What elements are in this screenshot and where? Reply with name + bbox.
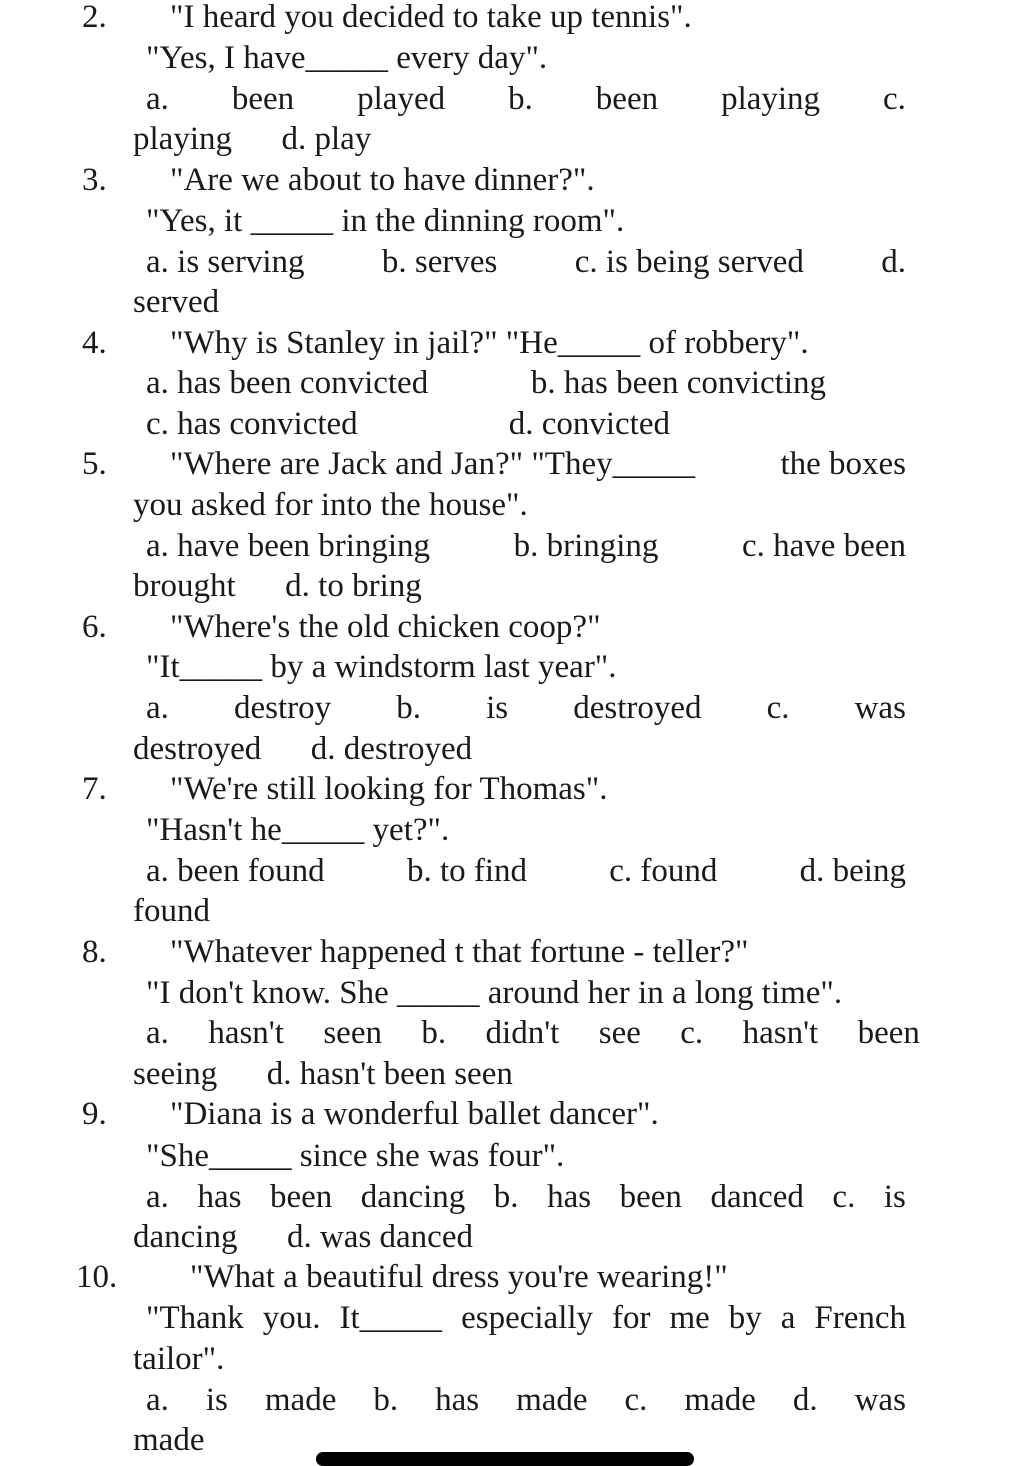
word: you.: [262, 1300, 321, 1336]
word: has: [197, 1179, 242, 1215]
word: by: [728, 1300, 762, 1336]
question-number: 2.: [82, 0, 107, 35]
question-line: [146, 1298, 906, 1338]
word: b.: [493, 1179, 519, 1215]
word: seen: [323, 1015, 382, 1051]
word: b.: [508, 81, 533, 117]
answer-options-line: [146, 1380, 906, 1420]
word: c.: [883, 81, 906, 117]
question-line: "It_____ by a windstorm last year".: [146, 649, 617, 685]
word: French: [814, 1300, 906, 1336]
word: been: [595, 81, 659, 117]
word: d.: [792, 1382, 818, 1418]
answer-options-line: [146, 404, 670, 444]
answer-line: playing d. play: [133, 121, 372, 157]
word: a. have been bringing: [146, 528, 431, 564]
question-line: "She_____ since she was four".: [146, 1138, 565, 1174]
word: "Where are Jack and Jan?" "They_____: [170, 446, 696, 482]
word: didn't: [485, 1015, 560, 1051]
word: is: [486, 690, 509, 726]
word: played: [357, 81, 446, 117]
question-number: 9.: [82, 1096, 107, 1132]
question-number: 5.: [82, 446, 107, 482]
question-line: "Are we about to have dinner?".: [170, 162, 595, 198]
word: danced: [710, 1179, 804, 1215]
word: destroyed: [573, 690, 702, 726]
answer-options-line: [146, 1177, 906, 1217]
word: was: [854, 690, 906, 726]
word: c.: [832, 1179, 856, 1215]
word: destroy: [234, 690, 332, 726]
answer-line: seeing d. hasn't been seen: [133, 1056, 513, 1092]
word: made: [264, 1382, 337, 1418]
question-line: "I heard you decided to take up tennis".: [170, 0, 692, 35]
answer-line: served: [133, 284, 220, 320]
word: has: [435, 1382, 480, 1418]
answer-options-line: [146, 851, 906, 891]
word: b. to find: [406, 853, 528, 889]
question-line: [170, 444, 906, 484]
question-line: you asked for into the house".: [133, 487, 528, 523]
answer-options-line: [146, 688, 906, 728]
word: b. serves: [381, 244, 498, 280]
question-line: "Yes, it _____ in the dinning room".: [146, 203, 625, 239]
word: me: [669, 1300, 710, 1336]
word: is: [883, 1179, 906, 1215]
word: a.: [146, 81, 169, 117]
word: playing: [721, 81, 821, 117]
answer-line: tailor".: [133, 1341, 225, 1377]
word: d.: [881, 244, 906, 280]
word: c.: [680, 1015, 704, 1051]
question-line: "Whatever happened t that fortune - teller?": [170, 934, 749, 970]
word: the boxes: [780, 446, 906, 482]
word: dancing: [360, 1179, 466, 1215]
word: hasn't: [208, 1015, 284, 1051]
word: a.: [146, 1015, 169, 1051]
word: see: [598, 1015, 641, 1051]
word: b.: [396, 690, 421, 726]
answer-line: destroyed d. destroyed: [133, 731, 473, 767]
word: b.: [421, 1015, 447, 1051]
answer-line: brought d. to bring: [133, 568, 422, 604]
word: been: [619, 1179, 682, 1215]
word: a.: [146, 690, 169, 726]
question-line: "Hasn't he_____ yet?".: [146, 812, 450, 848]
answer-options-line: [146, 242, 906, 282]
answer-options-line: [146, 79, 906, 119]
word: a: [780, 1300, 796, 1336]
word: c. has convicted: [146, 406, 358, 442]
question-number: 6.: [82, 609, 107, 645]
question-line: "Yes, I have_____ every day".: [146, 40, 548, 76]
question-number: 8.: [82, 934, 107, 970]
question-line: "What a beautiful dress you're wearing!": [190, 1259, 728, 1295]
word: d. convicted: [508, 406, 670, 442]
question-number: 3.: [82, 162, 107, 198]
word: has: [547, 1179, 592, 1215]
answer-line: found: [133, 893, 210, 929]
word: b.: [373, 1382, 399, 1418]
word: a. been found: [146, 853, 325, 889]
word: made: [684, 1382, 756, 1418]
word: c. found: [609, 853, 718, 889]
question-line: "We're still looking for Thomas".: [170, 771, 608, 807]
word: hasn't: [742, 1015, 819, 1051]
answer-options-line: [146, 526, 906, 566]
word: d. being: [799, 853, 906, 889]
word: a. is serving: [146, 244, 305, 280]
answer-line: made: [133, 1422, 205, 1458]
word: a.: [146, 1179, 169, 1215]
word: c.: [624, 1382, 648, 1418]
word: been: [269, 1179, 333, 1215]
word: is: [205, 1382, 228, 1418]
word: c.: [766, 690, 790, 726]
word: for: [612, 1300, 651, 1336]
question-number: 4.: [82, 325, 107, 361]
word: c. is being served: [574, 244, 804, 280]
word: "Thank: [146, 1300, 244, 1336]
word: especially: [461, 1300, 594, 1336]
word: b. has been convicting: [530, 365, 826, 401]
word: been: [857, 1015, 920, 1051]
word: was: [854, 1382, 906, 1418]
question-line: "I don't know. She _____ around her in a long time".: [146, 975, 843, 1011]
word: been: [231, 81, 295, 117]
answer-options-line: [146, 1013, 920, 1053]
question-number: 7.: [82, 771, 107, 807]
question-line: "Diana is a wonderful ballet dancer".: [170, 1096, 659, 1132]
answer-line: dancing d. was danced: [133, 1219, 473, 1255]
answer-options-line: [146, 363, 826, 403]
question-line: "Where's the old chicken coop?": [170, 609, 601, 645]
word: a. has been convicted: [146, 365, 429, 401]
question-number: 10.: [76, 1259, 118, 1295]
word: c. have been: [741, 528, 906, 564]
word: a.: [146, 1382, 169, 1418]
word: b. bringing: [513, 528, 659, 564]
word: It_____: [339, 1300, 443, 1336]
word: made: [516, 1382, 588, 1418]
question-line: "Why is Stanley in jail?" "He_____ of robbery".: [170, 325, 809, 361]
